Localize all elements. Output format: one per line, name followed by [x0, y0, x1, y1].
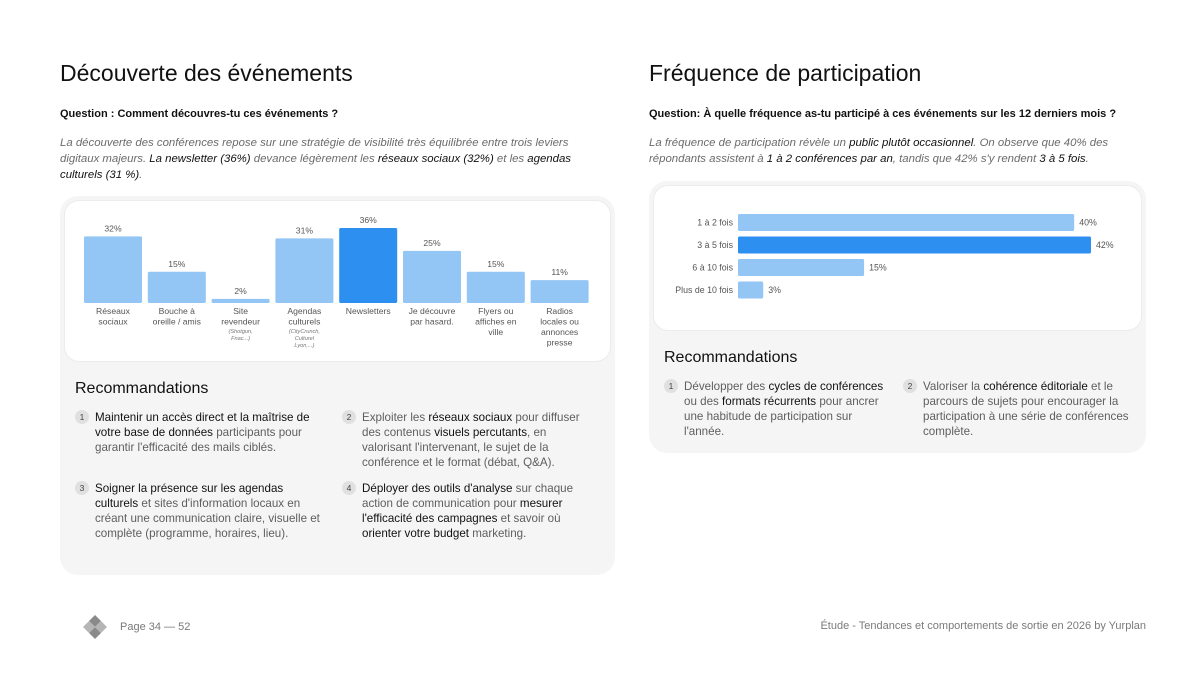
bar-6 [467, 272, 525, 303]
body-text: et sites d'information locaux en créant une communication claire, visuelle et complète (programme, horaires, lieu). [95, 497, 320, 540]
emphasis-text: 1 à 2 conférences par an [766, 153, 893, 165]
category-note: Fnac...) [231, 336, 251, 342]
bar-value-label: 40% [1079, 217, 1097, 228]
bar-4 [339, 228, 397, 303]
body-text: pour ancrer une habitude de participation sur l'année. [684, 395, 879, 438]
category-label: ville [488, 327, 504, 337]
recommendation-text [95, 481, 325, 541]
recommendation-text [362, 481, 592, 541]
recommendations-title: Recommandations [664, 349, 798, 366]
category-label: 6 à 10 fois [692, 262, 733, 273]
category-note: (Shotgun, [228, 329, 253, 335]
bar-5 [403, 251, 461, 303]
category-label: affiches en [475, 316, 517, 327]
bar-value-label: 11% [551, 267, 568, 278]
recommendation-number: 4 [342, 481, 356, 495]
body-text: et les [493, 153, 528, 165]
category-note: Culturel [294, 336, 315, 342]
body-text: La découverte des conférences repose sur une stratégie de visibilité très équilibrée entre trois leviers digitaux majeurs. [60, 137, 569, 165]
survey-question: Question : Comment découvres-tu ces événements ? [60, 108, 339, 120]
body-text: . [139, 169, 143, 181]
recommendation-number: 2 [903, 379, 917, 393]
category-label: oreille / amis [152, 316, 201, 327]
bar-value-label: 25% [423, 237, 441, 248]
recommendation-text [923, 379, 1131, 439]
page-number: Page 34 — 52 [120, 621, 191, 633]
discovery-chart-card [65, 201, 610, 361]
bar-2 [212, 299, 270, 303]
body-text: . On observe que 40% des répondants assistent à [649, 137, 1109, 165]
body-text: Valoriser la [923, 380, 984, 393]
frequency-card [649, 181, 1146, 453]
intro-text [649, 135, 1146, 167]
bar-value-label: 2% [234, 285, 247, 296]
category-label: Plus de 10 fois [675, 285, 733, 295]
body-text: participants pour garantir l'efficacité des mails ciblés. [95, 426, 302, 454]
emphasis-text: 3 à 5 fois [1039, 153, 1086, 165]
emphasis-text: formats récurrents [722, 395, 817, 408]
emphasis-text: La newsletter (36%) [149, 153, 251, 165]
category-label: Newsletters [345, 306, 391, 316]
bar-0 [84, 236, 142, 303]
study-title: Étude - Tendances et comportements de sortie en 2026 by Yurplan [820, 620, 1146, 632]
category-label: Réseaux [96, 306, 130, 316]
body-text: Exploiter les [362, 411, 429, 424]
category-note: Lyon,...) [294, 343, 315, 349]
bar-3 [275, 238, 333, 303]
body-text: . [1085, 153, 1089, 165]
emphasis-text: réseaux sociaux [428, 411, 513, 424]
category-label: revendeur [221, 316, 260, 327]
bar-1 [738, 237, 1091, 254]
category-label: annonces [540, 327, 579, 337]
emphasis-text: Soigner la présence sur les agendas culturels [95, 482, 284, 510]
category-label: Bouche à [158, 306, 195, 316]
emphasis-text: visuels percutants [434, 426, 527, 439]
body-text: Développer des [684, 380, 769, 393]
bar-value-label: 15% [869, 262, 887, 273]
body-text: , tandis que 42% s'y rendent [892, 153, 1040, 165]
category-label: sociaux [98, 316, 128, 327]
recommendation-number: 2 [342, 410, 356, 424]
yurplan-logo-icon [82, 614, 108, 640]
category-label: locales ou [540, 316, 579, 327]
emphasis-text: orienter votre budget [362, 527, 469, 540]
bar-value-label: 36% [359, 215, 377, 225]
frequency-bar-chart [654, 186, 1141, 330]
bar-0 [738, 214, 1074, 231]
category-label: Flyers ou [478, 306, 514, 316]
category-label: Agendas [287, 306, 322, 316]
category-label: par hasard. [410, 316, 454, 327]
recommendation-number: 3 [75, 481, 89, 495]
category-label: 1 à 2 fois [697, 217, 733, 228]
emphasis-text: public plutôt occasionnel [849, 137, 974, 149]
emphasis-text: cohérence éditoriale [983, 380, 1088, 393]
body-text: ou des [684, 395, 723, 408]
category-label: Je découvre [408, 306, 456, 316]
emphasis-text: mesurer l'efficacité des campagnes [362, 497, 563, 525]
body-text: La fréquence de participation révèle un [649, 137, 850, 149]
bar-value-label: 31% [295, 225, 314, 236]
recommendation-text [362, 410, 592, 470]
frequency-chart-card [654, 186, 1141, 330]
category-label: 3 à 5 fois [697, 240, 733, 250]
category-label: Site [233, 306, 249, 316]
body-text: devance légèrement les [250, 153, 378, 165]
emphasis-text: agendas culturels (31 %) [60, 153, 572, 181]
body-text: marketing. [469, 527, 527, 540]
emphasis-text: Maintenir [95, 411, 146, 424]
emphasis-text: réseaux sociaux (32%) [377, 153, 494, 165]
recommendation-number: 1 [664, 379, 678, 393]
recommendation-text [95, 410, 325, 455]
category-label: presse [546, 337, 573, 348]
body-text: et le parcours de sujets pour encourager la participation à une série de conférences complète. [923, 380, 1129, 438]
bar-value-label: 42% [1096, 240, 1114, 250]
body-text: , en valorisant l'intervenant, le sujet de la conférence et le format (débat, Q&A). [362, 426, 555, 469]
body-text: pour diffuser des contenus [362, 411, 580, 439]
emphasis-text: cycles de conférences [768, 380, 884, 393]
bar-3 [738, 282, 763, 299]
discovery-card [60, 196, 615, 575]
recommendation-text [684, 379, 892, 439]
bar-7 [531, 280, 589, 303]
section-title: Découverte des événements [60, 60, 353, 86]
survey-question: Question: À quelle fréquence as-tu participé à ces événements sur les 12 derniers mois ? [649, 108, 1117, 120]
bar-2 [738, 259, 864, 276]
body-text: et savoir où [497, 512, 561, 525]
bar-1 [148, 272, 206, 303]
body-text: sur chaque action de communication pour [362, 482, 574, 510]
intro-text [60, 135, 580, 183]
category-label: Radios [546, 306, 573, 316]
bar-value-label: 3% [768, 285, 781, 295]
recommendations-title: Recommandations [75, 380, 209, 397]
discovery-bar-chart [65, 201, 610, 361]
bar-value-label: 32% [104, 223, 122, 234]
bar-value-label: 15% [168, 258, 186, 269]
category-label: culturels [288, 316, 321, 327]
category-note: (CityCrunch, [288, 329, 320, 335]
bar-value-label: 15% [487, 258, 505, 269]
section-title: Fréquence de participation [649, 60, 922, 86]
recommendation-number: 1 [75, 410, 89, 424]
emphasis-text: Déployer des outils d'analyse [362, 482, 513, 495]
emphasis-text: un accès direct et la maîtrise de votre base de données [95, 411, 310, 439]
